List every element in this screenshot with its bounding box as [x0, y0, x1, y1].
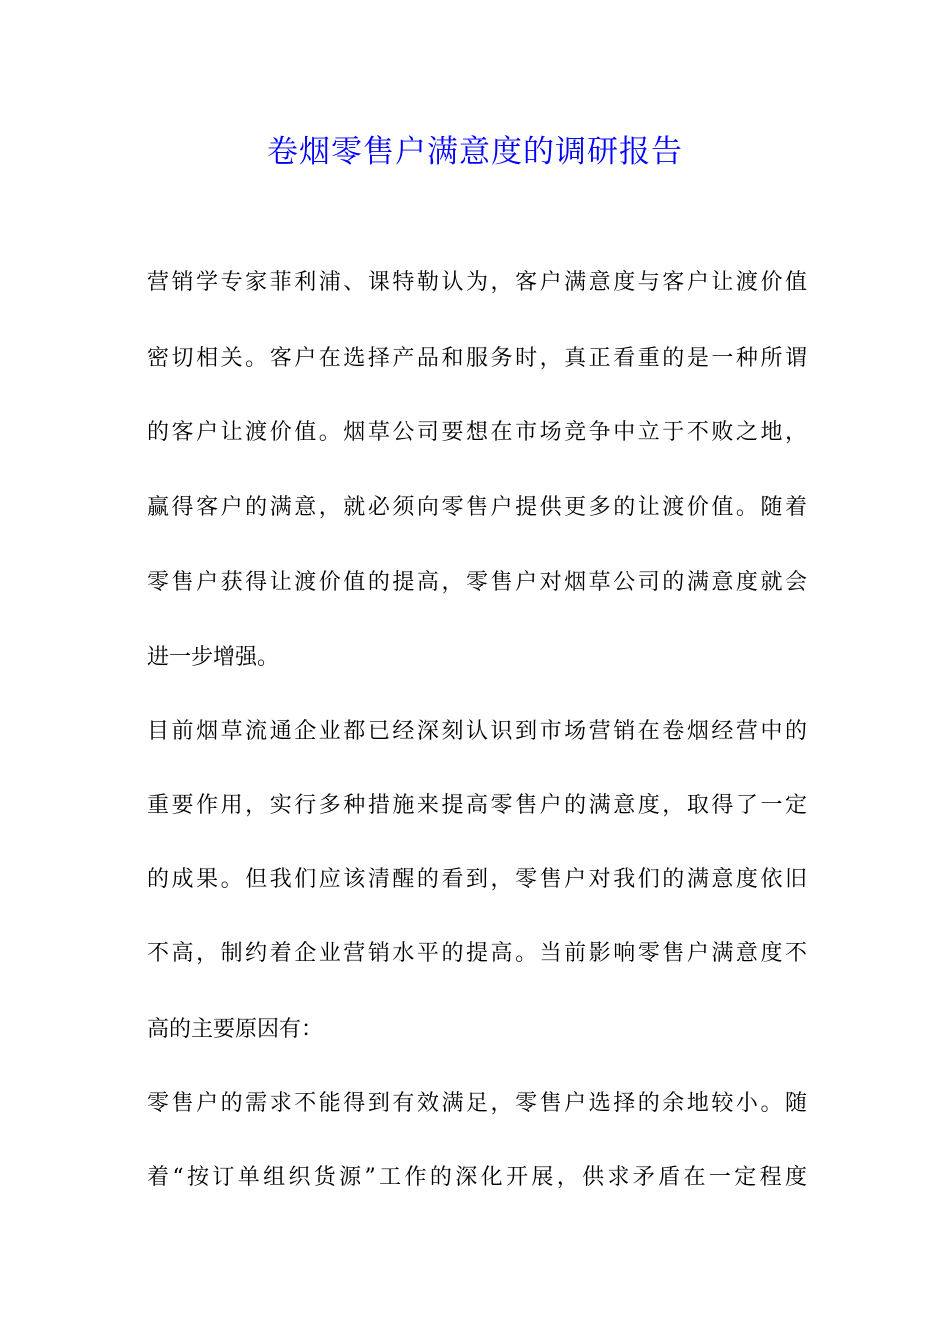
- paragraph-line: 进一步增强。: [147, 645, 280, 670]
- paragraph-line: 零售户获得让渡价值的提高，零售户对烟草公司的满意度就会: [147, 570, 807, 595]
- paragraph-line: 的客户让渡价值。烟草公司要想在市场竞争中立于不败之地，: [147, 420, 807, 445]
- paragraph-line: 的成果。但我们应该清醒的看到，零售户对我们的满意度依旧: [147, 867, 807, 892]
- paragraph-line: 赢得客户的满意，就必须向零售户提供更多的让渡价值。随着: [147, 495, 807, 520]
- paragraph-line: 密切相关。客户在选择产品和服务时，真正看重的是一种所谓: [147, 346, 807, 371]
- paragraph-line: 营销学专家菲利浦、课特勒认为，客户满意度与客户让渡价值: [147, 270, 807, 295]
- paragraph-line: 零售户的需求不能得到有效满足，零售户选择的余地较小。随: [147, 1091, 807, 1116]
- paragraph-line: 重要作用，实行多种措施来提高零售户的满意度，取得了一定: [147, 793, 807, 818]
- paragraph-line: 目前烟草流通企业都已经深刻认识到市场营销在卷烟经营中的: [147, 719, 807, 744]
- paragraph-line: 高的主要原因有：: [147, 1017, 324, 1042]
- document-title: 卷烟零售户满意度的调研报告: [267, 134, 683, 170]
- paragraph-line: 不高，制约着企业营销水平的提高。当前影响零售户满意度不: [147, 941, 807, 966]
- paragraph-line: 着“按订单组织货源”工作的深化开展，供求矛盾在一定程度: [147, 1165, 807, 1190]
